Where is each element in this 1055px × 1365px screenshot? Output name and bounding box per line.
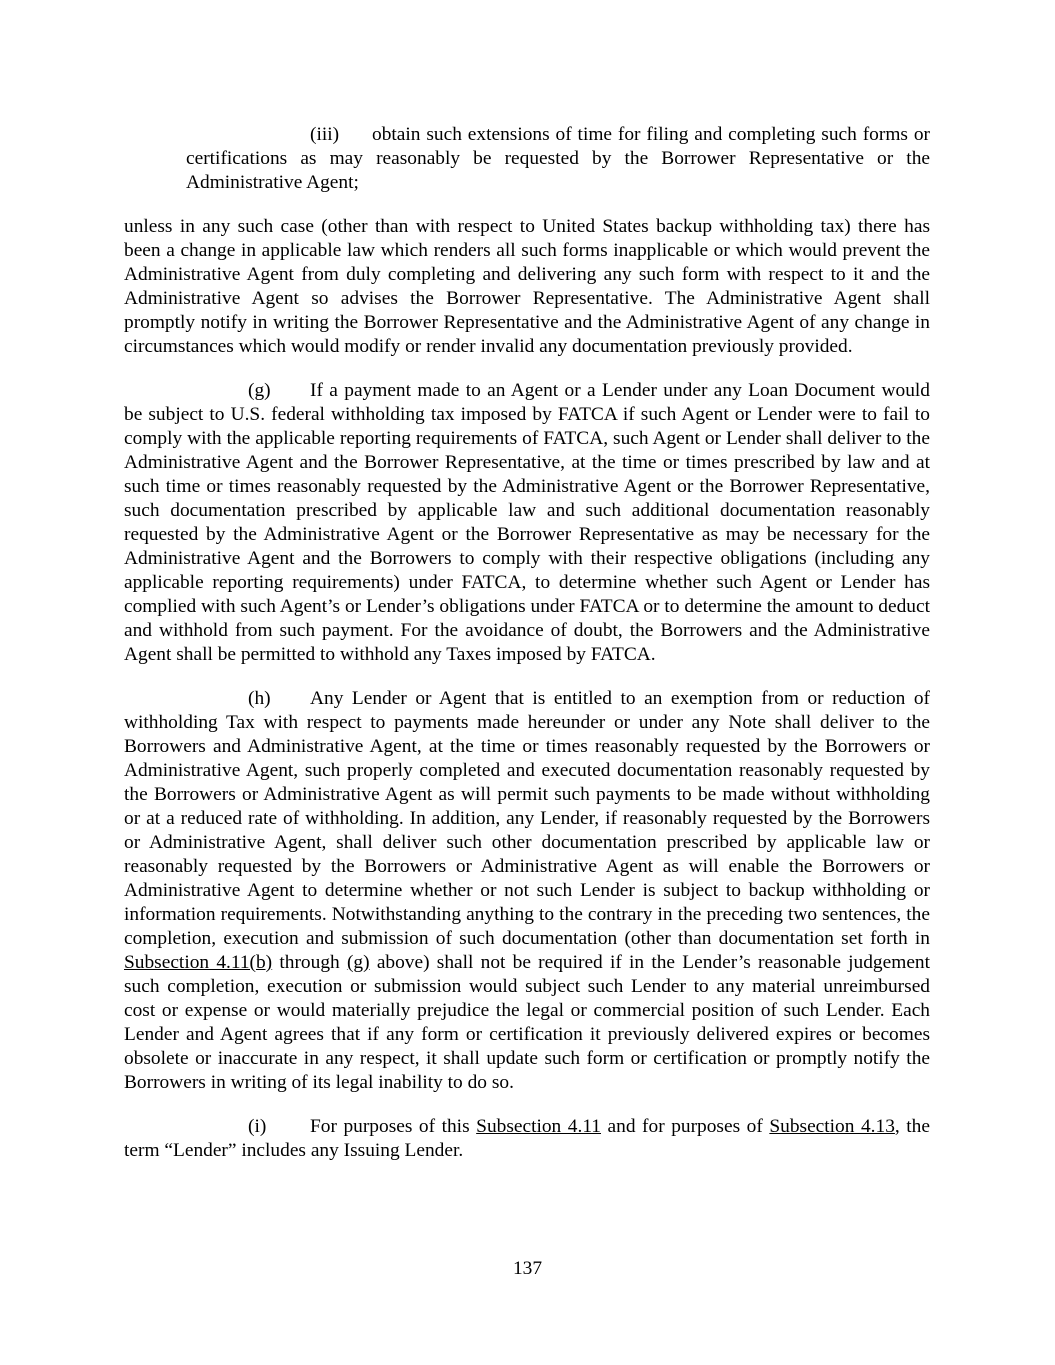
subsection-4-13-reference: Subsection 4.13 [769, 1116, 895, 1137]
clause-g-text: If a payment made to an Agent or a Lender under any Loan Document would be subject to U.S. federal withholding tax imposed by FATCA if such Agent or Lender were to fail to comply with the applicable reporting requirements of FATCA, such Agent or Lender shall deliver to the Administrative Agent and the Borrower Representative, at the time or times prescribed by law and at such time or times reasonably requested by the Administrative Agent or the Borrower Representative, such documentation prescribed by applicable law and such additional documentation reasonably requested by the Administrative Agent or the Borrower Representative as may be necessary for the Administrative Agent and the Borrowers to comply with their respective obligations (including any applicable reporting requirements) under FATCA, to determine whether such Agent or Lender has complied with such Agent’s or Lender’s obligations under FATCA or to determine the amount to deduct and withhold from such payment. For the avoidance of doubt, the Borrowers and the Administrative Agent shall be permitted to withhold any Taxes imposed by FATCA. [124, 380, 930, 665]
subsection-4-11b-reference: Subsection 4.11(b) [124, 952, 273, 973]
clause-i-text-1: For purposes of this [310, 1116, 470, 1137]
clause-h-text-1: Any Lender or Agent that is entitled to an exemption from or reduction of withholding Tax with respect to payments made hereunder or under any Note shall deliver to the Borrowers and Administrative Agent, at the time or times reasonably requested by the Borrowers or Administrative Agent, such properly completed and executed documentation reasonably requested by the Borrowers or Administrative Agent as will permit such payments to be made without withholding or at a reduced rate of withholding. In addition, any Lender, if reasonably requested by the Borrowers or Administrative Agent, shall deliver such other documentation prescribed by applicable law or reasonably requested by the Borrowers or Administrative Agent as will enable the Borrowers or Administrative Agent to determine whether or not such Lender is subject to backup withholding or information requirements. Notwithstanding anything to the contrary in the preceding two sentences, the completion, execution and submission of such documentation (other than documentation set forth in [124, 688, 930, 949]
clause-g-label: (g) [248, 380, 271, 401]
subsection-4-11-reference: Subsection 4.11 [476, 1116, 601, 1137]
clause-h-label: (h) [248, 688, 271, 709]
clause-i-text-2: and for purposes of [607, 1116, 763, 1137]
clause-g [124, 379, 930, 667]
clause-h [124, 687, 930, 1095]
continuation-text: unless in any such case (other than with respect to United States backup withholding tax) there has been a change in applicable law which renders all such forms inapplicable or which would prevent the Administrative Agent from duly completing and delivering any such form with respect to it and the Administrative Agent so advises the Borrower Representative. The Administrative Agent shall promptly notify in writing the Borrower Representative and the Administrative Agent of any change in circumstances which would modify or render invalid any documentation previously provided. [124, 216, 930, 357]
continuation-paragraph [124, 215, 930, 359]
clause-i-label: (i) [248, 1116, 267, 1137]
clause-h-text-3: above) shall not be required if in the Lender’s reasonable judgement such completion, execution or submission would subject such Lender to any material unreimbursed cost or expense or would materially prejudice the legal or commercial position of such Lender. Each Lender and Agent agrees that if any form or certification it previously delivered expires or becomes obsolete or inaccurate in any respect, it shall update such form or certification or promptly notify the Borrowers in writing of its legal inability to do so. [124, 952, 931, 1093]
document-page [124, 123, 930, 1183]
clause-i [124, 1115, 930, 1163]
clause-iii-label: (iii) [310, 124, 340, 145]
clause-iii-text: obtain such extensions of time for filing and completing such forms or certifications as may reasonably be requested by the Borrower Representative or the Administrative Agent; [186, 124, 930, 193]
clause-i-text-3: , the term “Lender” includes any Issuing Lender. [124, 1116, 930, 1161]
clause-iii [186, 123, 930, 195]
page-number: 137 [512, 1258, 543, 1279]
clause-g-reference: (g) [346, 952, 370, 973]
clause-h-text-2: through [279, 952, 340, 973]
